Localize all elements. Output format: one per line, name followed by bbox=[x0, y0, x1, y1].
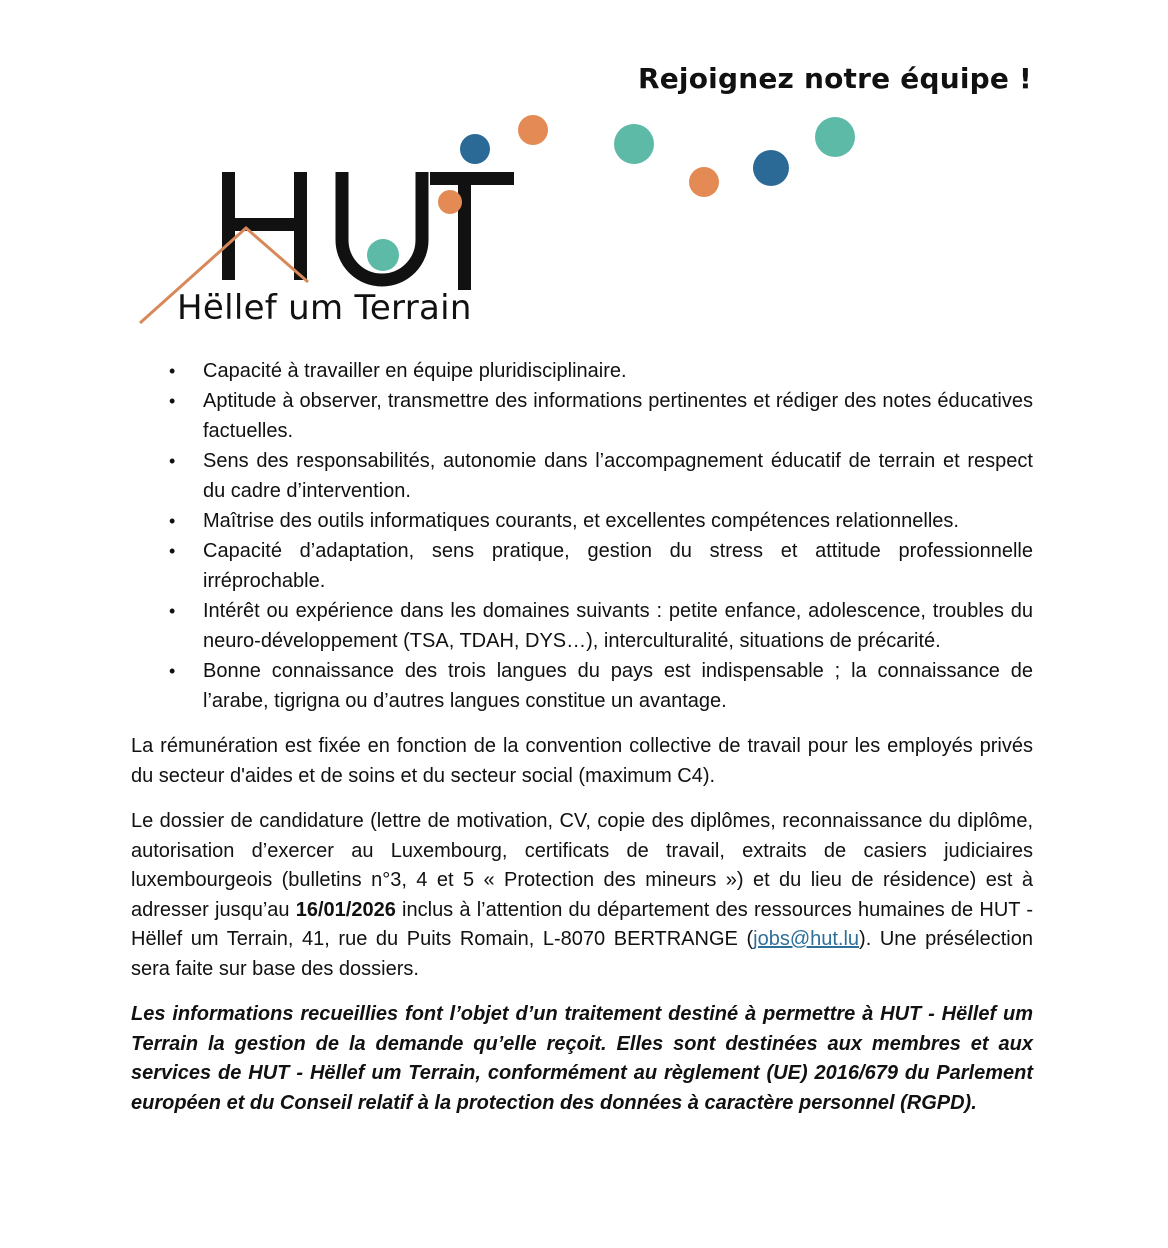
requirements-list bbox=[131, 356, 1033, 716]
email-link[interactable]: jobs@hut.lu bbox=[753, 928, 860, 950]
logo-teal-dot bbox=[367, 239, 399, 271]
list-item: • Aptitude à observer, transmettre des informations pertinentes et rédiger des notes éducatives factuelles. bbox=[131, 386, 1033, 446]
logo-h-crossbar bbox=[222, 218, 302, 231]
application-paragraph: Le dossier de candidature (lettre de motivation, CV, copie des diplômes, reconnaissance du diplôme, autorisation d’exercer au Luxembourg, certificats de travail, extraits de casiers judiciaires luxembourgeois (bulletins n°3, 4 et 5 « Protection des mineurs ») et du lieu de résidence) est à adresser jusqu’au 16/01/2026 inclus à l’attention du département des ressources humaines de HUT - Hëllef um Terrain, 41, rue du Puits Romain, L-8070 BERTRANGE (jobs@hut.lu). Une présélection sera faite sur base des dossiers. bbox=[131, 810, 1033, 980]
list-item: • Bonne connaissance des trois langues du pays est indispensable ; la connaissance de l’arabe, tigrigna ou d’autres langues constitue un avantage. bbox=[131, 656, 1033, 716]
bullet-icon: • bbox=[169, 511, 176, 531]
list-item: • Capacité à travailler en équipe pluridisciplinaire. bbox=[131, 356, 1033, 386]
remuneration-paragraph: La rémunération est fixée en fonction de la convention collective de travail pour les employés privés du secteur d'aides et de soins et du secteur social (maximum C4). bbox=[131, 735, 1033, 787]
floating-teal-dot bbox=[815, 117, 855, 157]
logo-h-right-stroke bbox=[294, 172, 307, 280]
bullet-icon: • bbox=[169, 361, 176, 381]
logo-blue-dot bbox=[460, 134, 490, 164]
floating-orange-dot bbox=[518, 115, 548, 145]
list-item: • Capacité d’adaptation, sens pratique, gestion du stress et attitude professionnelle irréprochable. bbox=[131, 536, 1033, 596]
deadline-date: 16/01/2026 bbox=[295, 898, 396, 921]
offer-content bbox=[131, 356, 1033, 1118]
privacy-notice: Les informations recueillies font l’objet d’un traitement destiné à permettre à HUT - Hëllef um Terrain la gestion de la demande qu’elle reçoit. Elles sont destinées aux membres et aux services de HUT - Hëllef um Terrain, conformément au règlement (UE) 2016/679 du Parlement européen et du Conseil relatif à la protection des données à caractère personnel (RGPD). bbox=[131, 1003, 1033, 1114]
logo-t-stem bbox=[458, 172, 471, 290]
floating-orange-dot bbox=[689, 167, 719, 197]
hut-logo bbox=[130, 110, 890, 340]
logo-orange-dot bbox=[438, 190, 462, 214]
floating-blue-dot bbox=[753, 150, 789, 186]
list-item: • Intérêt ou expérience dans les domaines suivants : petite enfance, adolescence, troubles du neuro-développement (TSA, TDAH, DYS…), interculturalité, situations de précarité. bbox=[131, 596, 1033, 656]
list-item: • Sens des responsabilités, autonomie dans l’accompagnement éducatif de terrain et respect du cadre d’intervention. bbox=[131, 446, 1033, 506]
bullet-icon: • bbox=[169, 391, 176, 411]
bullet-icon: • bbox=[169, 451, 176, 471]
logo-wordmark-bottom: Hëllef um Terrain bbox=[177, 288, 472, 328]
floating-teal-dot bbox=[614, 124, 654, 164]
list-item: • Maîtrise des outils informatiques courants, et excellentes compétences relationnelles. bbox=[131, 506, 1033, 536]
bullet-icon: • bbox=[169, 661, 176, 681]
bullet-icon: • bbox=[169, 541, 176, 561]
logo-t-bar bbox=[430, 172, 514, 185]
page-headline: Rejoignez notre équipe ! bbox=[637, 62, 1032, 95]
bullet-icon: • bbox=[169, 601, 176, 621]
